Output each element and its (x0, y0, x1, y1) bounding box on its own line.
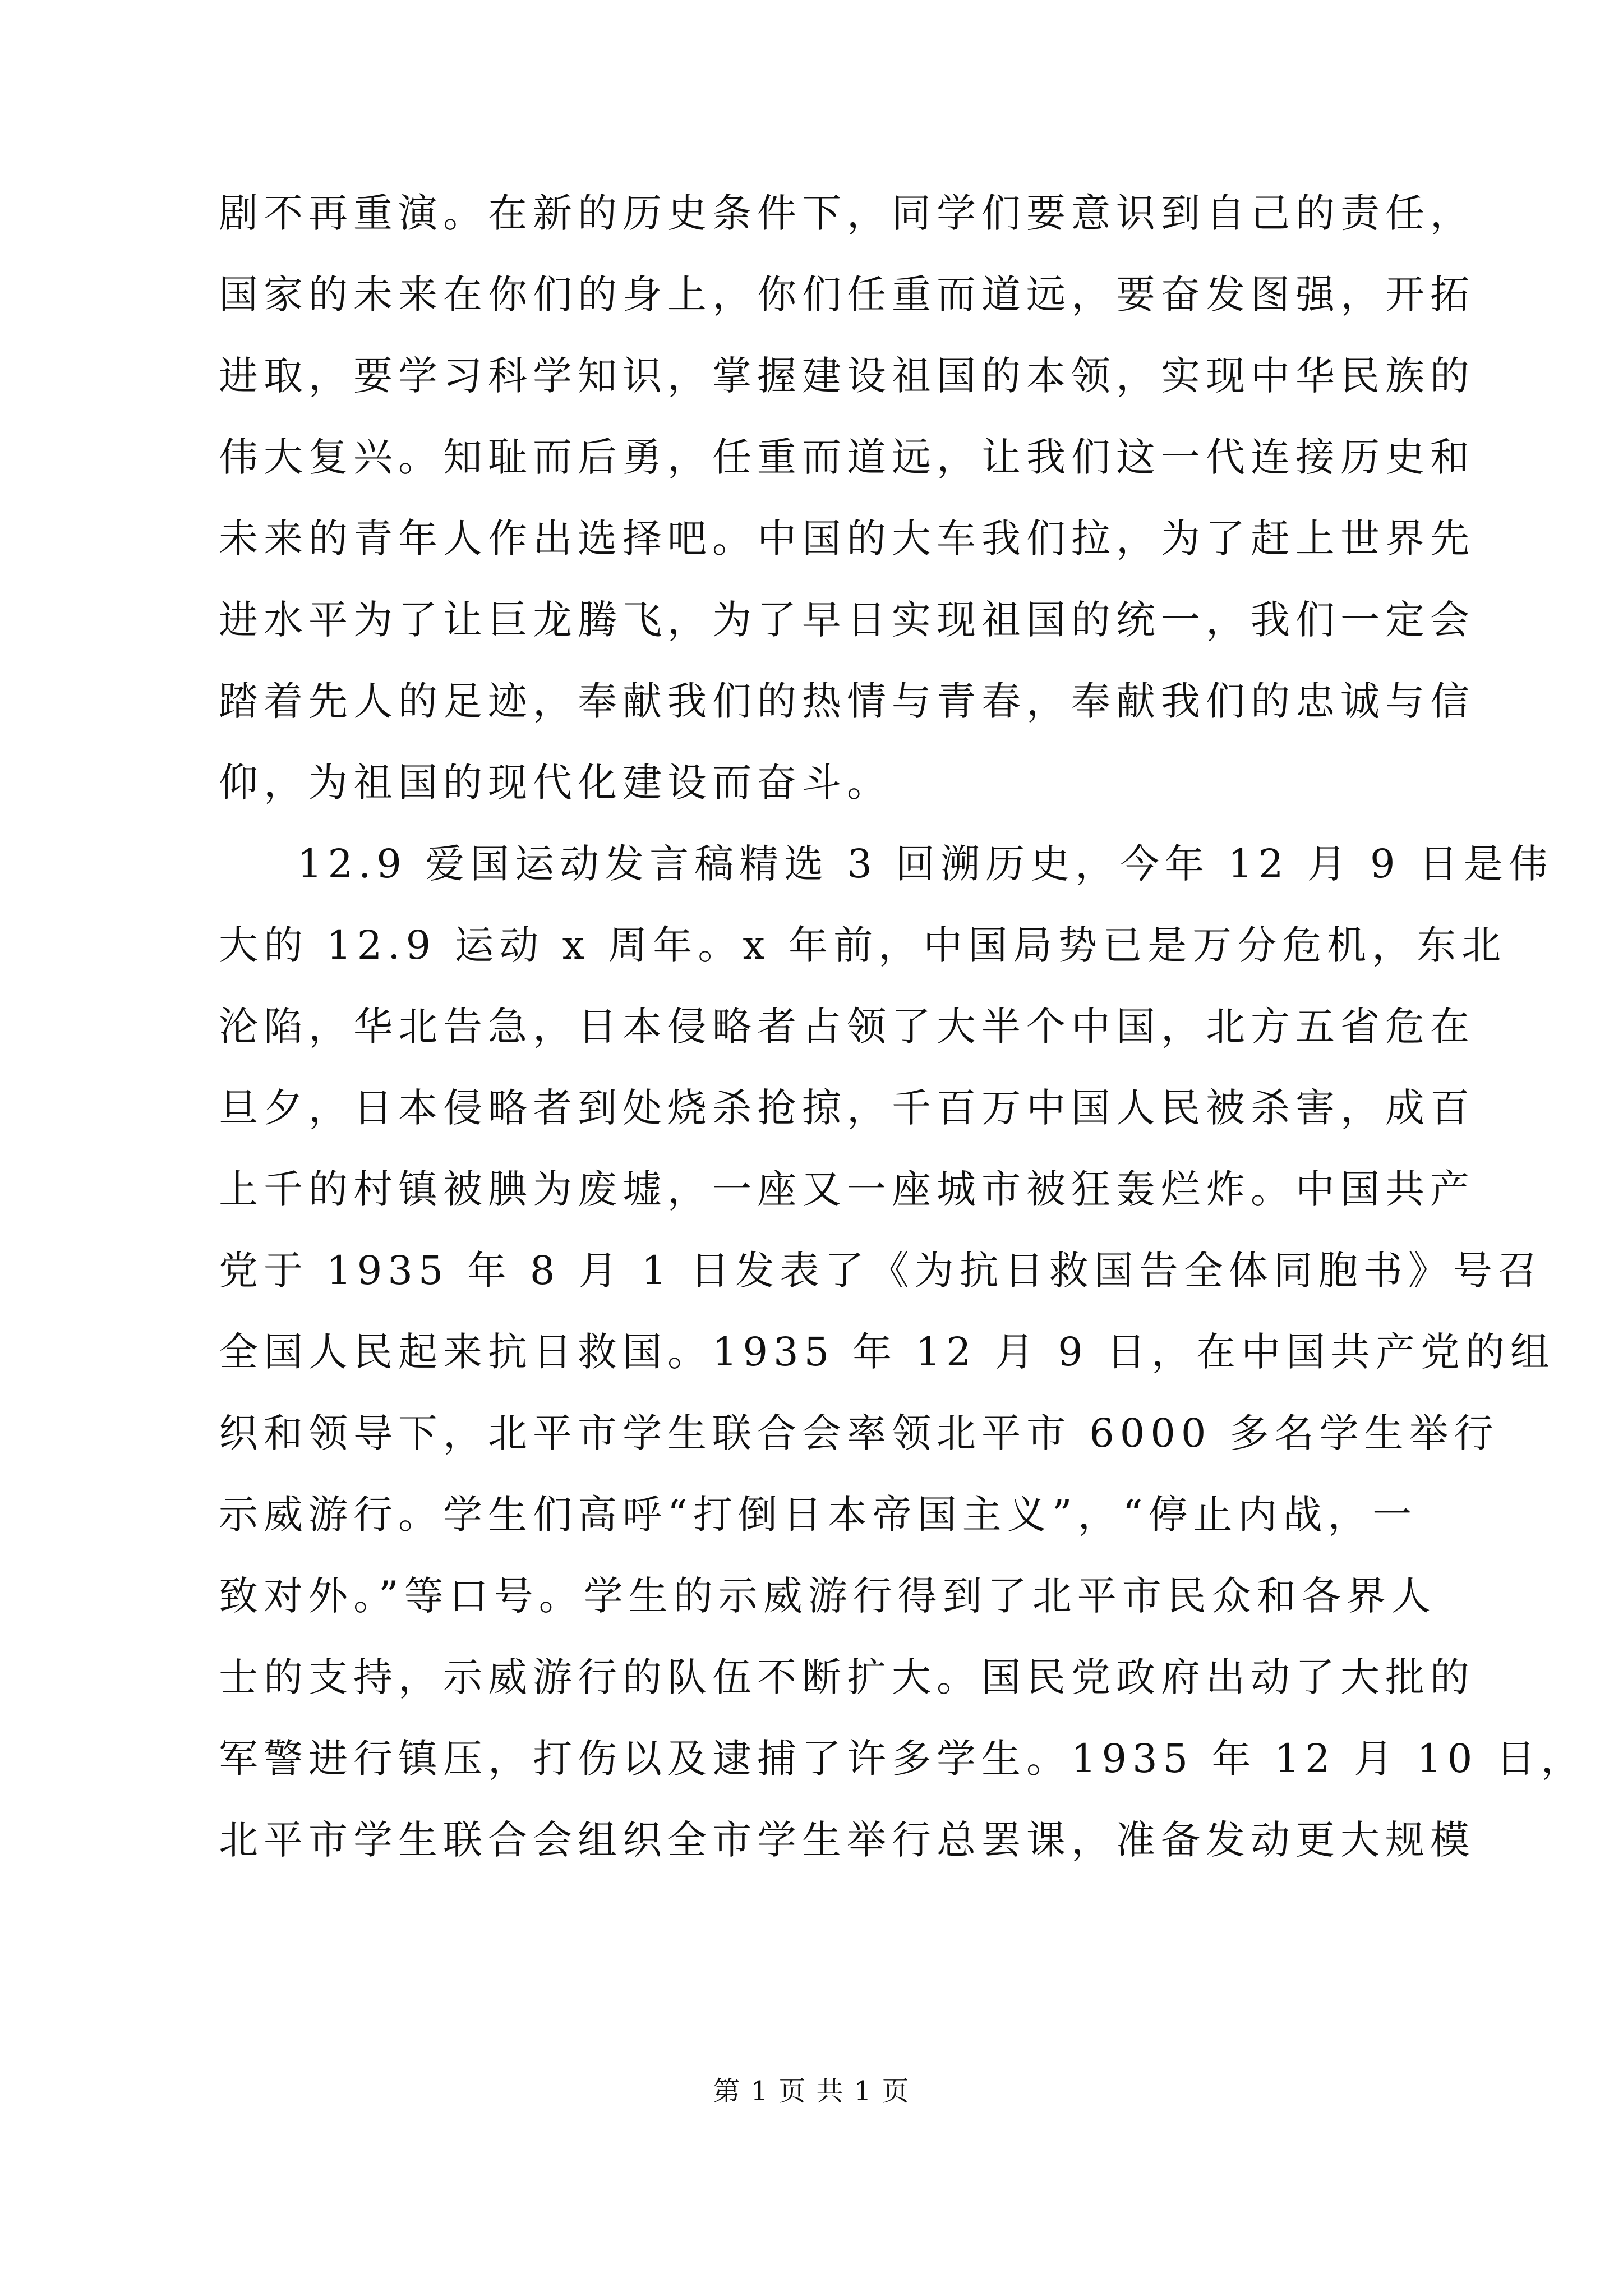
text-line: 国家的未来在你们的身上，你们任重而道远，要奋发图强，开拓 (219, 272, 1475, 318)
text-line: 全国人民起来抗日救国。1935 年 12 月 9 日，在中国共产党的组 (219, 1329, 1556, 1375)
text-line: 进取，要学习科学知识，掌握建设祖国的本领，实现中华民族的 (219, 353, 1475, 399)
text-line: 上千的村镇被腆为废墟，一座又一座城市被狂轰烂炸。中国共产 (219, 1166, 1475, 1212)
text-line: 北平市学生联合会组织全市学生举行总罢课，准备发动更大规模 (219, 1817, 1475, 1863)
text-line: 旦夕，日本侵略者到处烧杀抢掠，千百万中国人民被杀害，成百 (219, 1085, 1475, 1131)
text-line: 示威游行。学生们高呼“打倒日本帝国主义”，“停止内战，一 (219, 1492, 1418, 1538)
text-line: 织和领导下，北平市学生联合会率领北平市 6000 多名学生举行 (219, 1410, 1499, 1456)
text-line: 致对外。”等口号。学生的示威游行得到了北平市民众和各界人 (219, 1573, 1436, 1619)
text-line: 士的支持，示威游行的队伍不断扩大。国民党政府出动了大批的 (219, 1654, 1475, 1700)
text-line: 党于 1935 年 8 月 1 日发表了《为抗日救国告全体同胞书》号召 (219, 1248, 1543, 1294)
text-line: 军警进行镇压，打伤以及逮捕了许多学生。1935 年 12 月 10 日， (219, 1736, 1586, 1782)
text-line: 未来的青年人作出选择吧。中国的大车我们拉，为了赶上世界先 (219, 516, 1475, 562)
paragraph-first-line: 12.9 爱国运动发言稿精选 3 回溯历史，今年 12 月 9 日是伟 (297, 841, 1553, 887)
text-line: 伟大复兴。知耻而后勇，任重而道远，让我们这一代连接历史和 (219, 434, 1475, 480)
text-line: 进水平为了让巨龙腾飞，为了早日实现祖国的统一，我们一定会 (219, 597, 1475, 643)
text-line: 仰，为祖国的现代化建设而奋斗。 (219, 760, 892, 806)
text-line: 剧不再重演。在新的历史条件下，同学们要意识到自己的责任， (219, 190, 1475, 236)
text-line: 大的 12.9 运动 x 周年。x 年前，中国局势已是万分危机，东北 (219, 922, 1507, 968)
page-number: 第 1 页 共 1 页 (713, 2076, 910, 2107)
text-line: 踏着先人的足迹，奉献我们的热情与青春，奉献我们的忠诚与信 (219, 678, 1475, 724)
text-line: 沦陷，华北告急，日本侵略者占领了大半个中国，北方五省危在 (219, 1004, 1475, 1050)
